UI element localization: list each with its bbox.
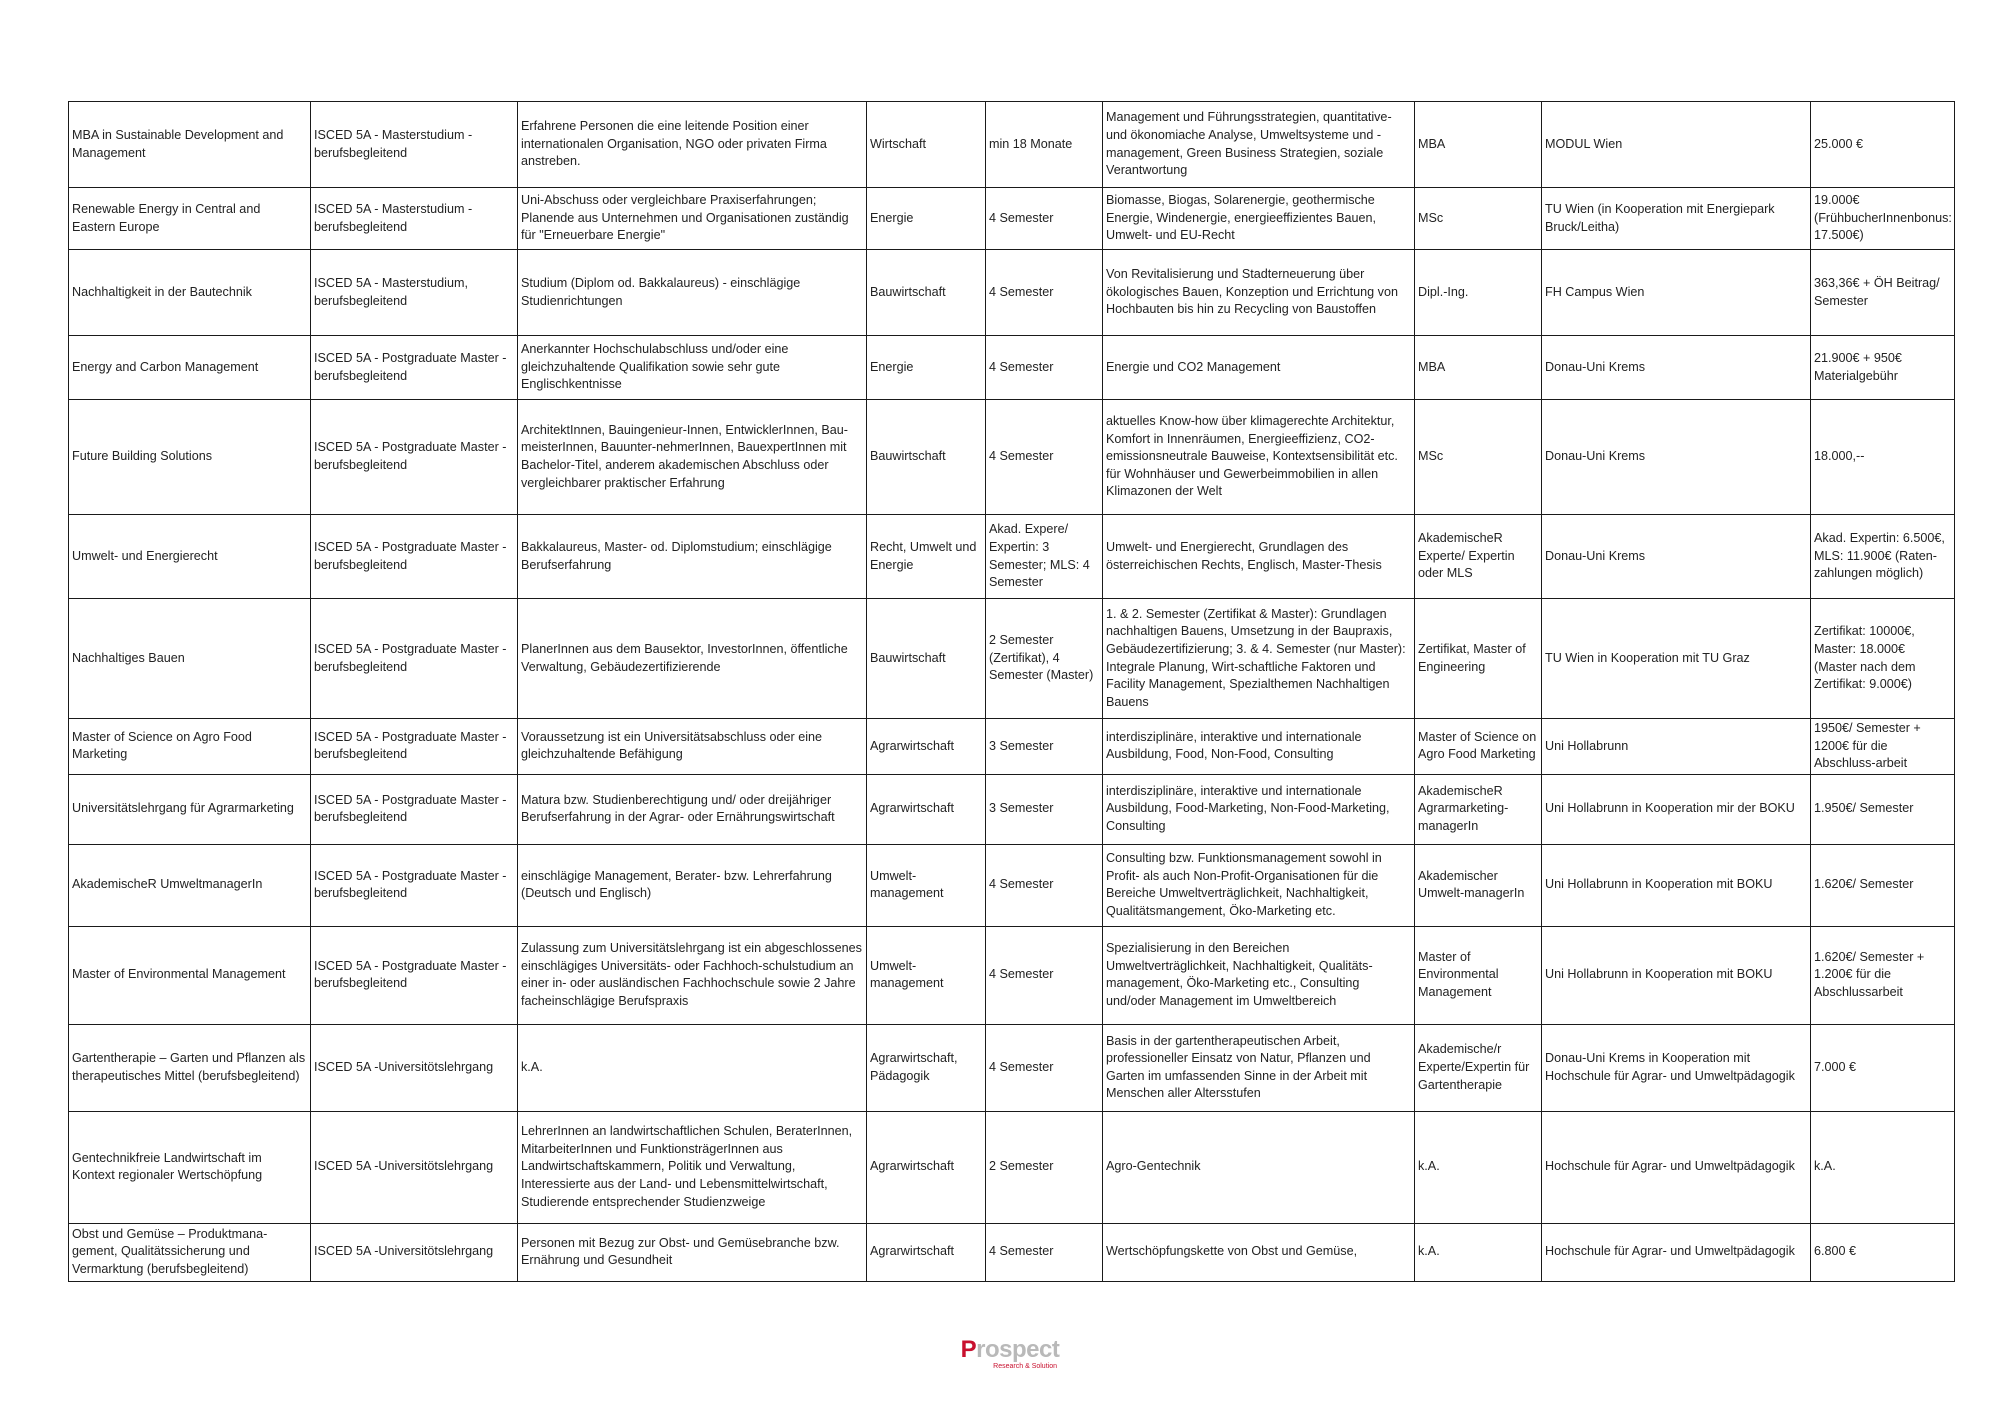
program-name-cell: Master of Environmental Management xyxy=(69,926,311,1024)
field-cell: Umwelt-management xyxy=(867,926,986,1024)
institution-cell: Donau-Uni Krems xyxy=(1542,336,1811,400)
content-cell: Agro-Gentechnik xyxy=(1103,1111,1415,1223)
isced-level-cell: ISCED 5A - Masterstudium, berufsbegleitend xyxy=(311,250,518,336)
content-cell: Basis in der gartentherapeutischen Arbeit, professioneller Einsatz von Natur, Pflanzen und Garten im umfassenden Sinne in der Arbeit mit Menschen aller Altersstufen xyxy=(1103,1024,1415,1111)
cost-cell: Zertifikat: 10000€, Master: 18.000€ (Master nach dem Zertifikat: 9.000€) xyxy=(1811,599,1955,719)
target-group-cell: Voraussetzung ist ein Universitätsabschluss oder eine gleichzuhaltende Befähigung xyxy=(518,719,867,775)
institution-cell: Donau-Uni Krems xyxy=(1542,400,1811,515)
program-name-cell: AkademischeR UmweltmanagerIn xyxy=(69,844,311,926)
institution-cell: MODUL Wien xyxy=(1542,102,1811,188)
program-name-cell: Obst und Gemüse – Produktmana-gement, Qualitätssicherung und Vermarktung (berufsbegleitend) xyxy=(69,1223,311,1281)
duration-cell: 4 Semester xyxy=(986,1024,1103,1111)
duration-cell: 2 Semester (Zertifikat), 4 Semester (Master) xyxy=(986,599,1103,719)
degree-cell: MSc xyxy=(1415,188,1542,250)
institution-cell: Hochschule für Agrar- und Umweltpädagogik xyxy=(1542,1223,1811,1281)
duration-cell: 4 Semester xyxy=(986,336,1103,400)
degree-cell: Akademische/r Experte/Expertin für Gartentherapie xyxy=(1415,1024,1542,1111)
table-row xyxy=(69,1024,1955,1111)
table-row xyxy=(69,102,1955,188)
table-row xyxy=(69,188,1955,250)
institution-cell: TU Wien (in Kooperation mit Energiepark Bruck/Leitha) xyxy=(1542,188,1811,250)
target-group-cell: Bakkalaureus, Master- od. Diplomstudium; einschlägige Berufserfahrung xyxy=(518,515,867,599)
program-name-cell: Nachhaltiges Bauen xyxy=(69,599,311,719)
target-group-cell: Erfahrene Personen die eine leitende Position einer internationalen Organisation, NGO oder privaten Firma anstreben. xyxy=(518,102,867,188)
program-name-cell: Nachhaltigkeit in der Bautechnik xyxy=(69,250,311,336)
duration-cell: 4 Semester xyxy=(986,844,1103,926)
content-cell: aktuelles Know-how über klimagerechte Architektur, Komfort in Innenräumen, Energieeffizienz, CO2-emissionsneutrale Bauweise, Kontextsensibilität etc. für Wohnhäuser und Gewerbeimmobilien in allen Klimazonen der Welt xyxy=(1103,400,1415,515)
isced-level-cell: ISCED 5A - Postgraduate Master - berufsbegleitend xyxy=(311,599,518,719)
institution-cell: Hochschule für Agrar- und Umweltpädagogik xyxy=(1542,1111,1811,1223)
logo-tagline: Research & Solution xyxy=(993,1363,1057,1370)
target-group-cell: Anerkannter Hochschulabschluss und/oder eine gleichzuhaltende Qualifikation sowie sehr gute Englischkentnisse xyxy=(518,336,867,400)
isced-level-cell: ISCED 5A -Universitötslehrgang xyxy=(311,1111,518,1223)
isced-level-cell: ISCED 5A - Masterstudium - berufsbegleitend xyxy=(311,188,518,250)
program-name-cell: Gartentherapie – Garten und Pflanzen als therapeutisches Mittel (berufsbegleitend) xyxy=(69,1024,311,1111)
field-cell: Recht, Umwelt und Energie xyxy=(867,515,986,599)
table-row xyxy=(69,599,1955,719)
target-group-cell: Uni-Abschuss oder vergleichbare Praxiserfahrungen; Planende aus Unternehmen und Organisationen zuständig für "Erneuerbare Energie" xyxy=(518,188,867,250)
field-cell: Bauwirtschaft xyxy=(867,400,986,515)
content-cell: interdisziplinäre, interaktive und internationale Ausbildung, Food, Non-Food, Consulting xyxy=(1103,719,1415,775)
isced-level-cell: ISCED 5A -Universitötslehrgang xyxy=(311,1223,518,1281)
target-group-cell: PlanerInnen aus dem Bausektor, InvestorInnen, öffentliche Verwaltung, Gebäudezertifizierende xyxy=(518,599,867,719)
program-name-cell: Master of Science on Agro Food Marketing xyxy=(69,719,311,775)
cost-cell: 21.900€ + 950€ Materialgebühr xyxy=(1811,336,1955,400)
program-name-cell: Universitätslehrgang für Agrarmarketing xyxy=(69,774,311,844)
content-cell: Von Revitalisierung und Stadterneuerung über ökologisches Bauen, Konzeption und Errichtung von Hochbauten bis hin zu Recycling von Baustoffen xyxy=(1103,250,1415,336)
duration-cell: 2 Semester xyxy=(986,1111,1103,1223)
isced-level-cell: ISCED 5A - Postgraduate Master - berufsbegleitend xyxy=(311,515,518,599)
program-name-cell: Energy and Carbon Management xyxy=(69,336,311,400)
content-cell: Wertschöpfungskette von Obst und Gemüse, xyxy=(1103,1223,1415,1281)
program-name-cell: Umwelt- und Energierecht xyxy=(69,515,311,599)
content-cell: 1. & 2. Semester (Zertifikat & Master): Grundlagen nachhaltigen Bauens, Umsetzung in der Baupraxis, Gebäudezertifizierung; 3. & 4. Semester (nur Master): Integrale Planung, Wirt-schaftliche Faktoren und Facility Management, Spezialthemen Nachhaltigen Bauens xyxy=(1103,599,1415,719)
content-cell: Biomasse, Biogas, Solarenergie, geothermische Energie, Windenergie, energieeffizientes Bauen, Umwelt- und EU-Recht xyxy=(1103,188,1415,250)
isced-level-cell: ISCED 5A - Postgraduate Master - berufsbegleitend xyxy=(311,844,518,926)
institution-cell: Uni Hollabrunn in Kooperation mit BOKU xyxy=(1542,926,1811,1024)
field-cell: Agrarwirtschaft xyxy=(867,1223,986,1281)
institution-cell: Uni Hollabrunn xyxy=(1542,719,1811,775)
cost-cell: 1950€/ Semester + 1200€ für die Abschluss-arbeit xyxy=(1811,719,1955,775)
field-cell: Umwelt-management xyxy=(867,844,986,926)
degree-cell: k.A. xyxy=(1415,1223,1542,1281)
field-cell: Bauwirtschaft xyxy=(867,599,986,719)
duration-cell: 4 Semester xyxy=(986,1223,1103,1281)
table-row xyxy=(69,250,1955,336)
logo-rest: rospect xyxy=(976,1336,1060,1363)
isced-level-cell: ISCED 5A - Masterstudium - berufsbegleitend xyxy=(311,102,518,188)
program-table-sheet xyxy=(68,101,1954,1282)
degree-cell: Master of Environmental Management xyxy=(1415,926,1542,1024)
duration-cell: 4 Semester xyxy=(986,188,1103,250)
duration-cell: 4 Semester xyxy=(986,926,1103,1024)
cost-cell: 6.800 € xyxy=(1811,1223,1955,1281)
content-cell: Energie und CO2 Management xyxy=(1103,336,1415,400)
target-group-cell: Zulassung zum Universitätslehrgang ist ein abgeschlossenes einschlägiges Universitäts- oder Fachhoch-schulstudium an einer in- oder ausländischen Fachhochschule sowie 2 Jahre facheinschlägige Berufspraxis xyxy=(518,926,867,1024)
duration-cell: 3 Semester xyxy=(986,774,1103,844)
field-cell: Wirtschaft xyxy=(867,102,986,188)
table-row xyxy=(69,1223,1955,1281)
degree-cell: MSc xyxy=(1415,400,1542,515)
institution-cell: TU Wien in Kooperation mit TU Graz xyxy=(1542,599,1811,719)
target-group-cell: Matura bzw. Studienberechtigung und/ oder dreijähriger Berufserfahrung in der Agrar- oder Ernährungswirtschaft xyxy=(518,774,867,844)
degree-cell: Akademischer Umwelt-managerIn xyxy=(1415,844,1542,926)
table-row xyxy=(69,719,1955,775)
field-cell: Bauwirtschaft xyxy=(867,250,986,336)
cost-cell: 1.620€/ Semester + 1.200€ für die Abschlussarbeit xyxy=(1811,926,1955,1024)
target-group-cell: Studium (Diplom od. Bakkalaureus) - einschlägige Studienrichtungen xyxy=(518,250,867,336)
table-row xyxy=(69,844,1955,926)
cost-cell: 25.000 € xyxy=(1811,102,1955,188)
degree-cell: Dipl.-Ing. xyxy=(1415,250,1542,336)
cost-cell: k.A. xyxy=(1811,1111,1955,1223)
target-group-cell: LehrerInnen an landwirtschaftlichen Schulen, BeraterInnen, MitarbeiterInnen und FunktionsträgerInnen aus Landwirtschaftskammern, Politik und Verwaltung, Interessierte aus der Land- und Lebensmittelwirtschaft, Studierende entsprechender Studienzweige xyxy=(518,1111,867,1223)
field-cell: Energie xyxy=(867,336,986,400)
cost-cell: 1.620€/ Semester xyxy=(1811,844,1955,926)
field-cell: Agrarwirtschaft xyxy=(867,719,986,775)
table-row xyxy=(69,1111,1955,1223)
program-table xyxy=(68,101,1955,1282)
cost-cell: 363,36€ + ÖH Beitrag/ Semester xyxy=(1811,250,1955,336)
cost-cell: 7.000 € xyxy=(1811,1024,1955,1111)
program-name-cell: Gentechnikfreie Landwirtschaft im Kontext regionaler Wertschöpfung xyxy=(69,1111,311,1223)
duration-cell: 4 Semester xyxy=(986,400,1103,515)
table-row xyxy=(69,926,1955,1024)
table-row xyxy=(69,774,1955,844)
prospect-logo xyxy=(955,1337,1065,1377)
degree-cell: Master of Science on Agro Food Marketing xyxy=(1415,719,1542,775)
degree-cell: k.A. xyxy=(1415,1111,1542,1223)
content-cell: Consulting bzw. Funktionsmanagement sowohl in Profit- als auch Non-Profit-Organisationen für die Bereiche Umweltverträglichkeit, Nachhaltigkeit, Qualitätsmangement, Öko-Marketing etc. xyxy=(1103,844,1415,926)
field-cell: Agrarwirtschaft, Pädagogik xyxy=(867,1024,986,1111)
institution-cell: Donau-Uni Krems xyxy=(1542,515,1811,599)
institution-cell: Uni Hollabrunn in Kooperation mit BOKU xyxy=(1542,844,1811,926)
target-group-cell: einschlägige Management, Berater- bzw. Lehrerfahrung (Deutsch und Englisch) xyxy=(518,844,867,926)
cost-cell: 18.000,-- xyxy=(1811,400,1955,515)
isced-level-cell: ISCED 5A - Postgraduate Master - berufsbegleitend xyxy=(311,926,518,1024)
degree-cell: AkademischeR Agrarmarketing-managerIn xyxy=(1415,774,1542,844)
field-cell: Agrarwirtschaft xyxy=(867,774,986,844)
institution-cell: FH Campus Wien xyxy=(1542,250,1811,336)
duration-cell: min 18 Monate xyxy=(986,102,1103,188)
duration-cell: 3 Semester xyxy=(986,719,1103,775)
content-cell: Management und Führungsstrategien, quantitative- und ökonomiache Analyse, Umweltsysteme und -management, Green Business Strategien, soziale Verantwortung xyxy=(1103,102,1415,188)
isced-level-cell: ISCED 5A - Postgraduate Master - berufsbegleitend xyxy=(311,400,518,515)
isced-level-cell: ISCED 5A -Universitötslehrgang xyxy=(311,1024,518,1111)
field-cell: Agrarwirtschaft xyxy=(867,1111,986,1223)
content-cell: interdisziplinäre, interaktive und internationale Ausbildung, Food-Marketing, Non-Food-Marketing, Consulting xyxy=(1103,774,1415,844)
logo-wordmark xyxy=(955,1337,1065,1363)
cost-cell: 1.950€/ Semester xyxy=(1811,774,1955,844)
table-row xyxy=(69,336,1955,400)
target-group-cell: ArchitektInnen, Bauingenieur-Innen, EntwicklerInnen, Bau-meisterInnen, Bauunter-nehmerInnen, BauexpertInnen mit Bachelor-Titel, anderem akademischen Abschluss oder vergleichbarer praktischer Erfahrung xyxy=(518,400,867,515)
program-name-cell: Renewable Energy in Central and Eastern Europe xyxy=(69,188,311,250)
logo-initial: P xyxy=(960,1336,977,1363)
content-cell: Umwelt- und Energierecht, Grundlagen des österreichischen Rechts, Englisch, Master-Thesis xyxy=(1103,515,1415,599)
isced-level-cell: ISCED 5A - Postgraduate Master - berufsbegleitend xyxy=(311,336,518,400)
content-cell: Spezialisierung in den Bereichen Umweltverträglichkeit, Nachhaltigkeit, Qualitäts-management, Öko-Marketing etc., Consulting und/oder Management im Umweltbereich xyxy=(1103,926,1415,1024)
institution-cell: Uni Hollabrunn in Kooperation mir der BOKU xyxy=(1542,774,1811,844)
duration-cell: 4 Semester xyxy=(986,250,1103,336)
table-row xyxy=(69,400,1955,515)
institution-cell: Donau-Uni Krems in Kooperation mit Hochschule für Agrar- und Umweltpädagogik xyxy=(1542,1024,1811,1111)
duration-cell: Akad. Expere/ Expertin: 3 Semester; MLS: 4 Semester xyxy=(986,515,1103,599)
target-group-cell: Personen mit Bezug zur Obst- und Gemüsebranche bzw. Ernährung und Gesundheit xyxy=(518,1223,867,1281)
degree-cell: MBA xyxy=(1415,102,1542,188)
degree-cell: Zertifikat, Master of Engineering xyxy=(1415,599,1542,719)
program-name-cell: MBA in Sustainable Development and Management xyxy=(69,102,311,188)
cost-cell: 19.000€ (FrühbucherInnenbonus: 17.500€) xyxy=(1811,188,1955,250)
table-row xyxy=(69,515,1955,599)
isced-level-cell: ISCED 5A - Postgraduate Master - berufsbegleitend xyxy=(311,774,518,844)
isced-level-cell: ISCED 5A - Postgraduate Master - berufsbegleitend xyxy=(311,719,518,775)
degree-cell: AkademischeR Experte/ Expertin oder MLS xyxy=(1415,515,1542,599)
target-group-cell: k.A. xyxy=(518,1024,867,1111)
degree-cell: MBA xyxy=(1415,336,1542,400)
cost-cell: Akad. Expertin: 6.500€, MLS: 11.900€ (Raten-zahlungen möglich) xyxy=(1811,515,1955,599)
program-name-cell: Future Building Solutions xyxy=(69,400,311,515)
field-cell: Energie xyxy=(867,188,986,250)
